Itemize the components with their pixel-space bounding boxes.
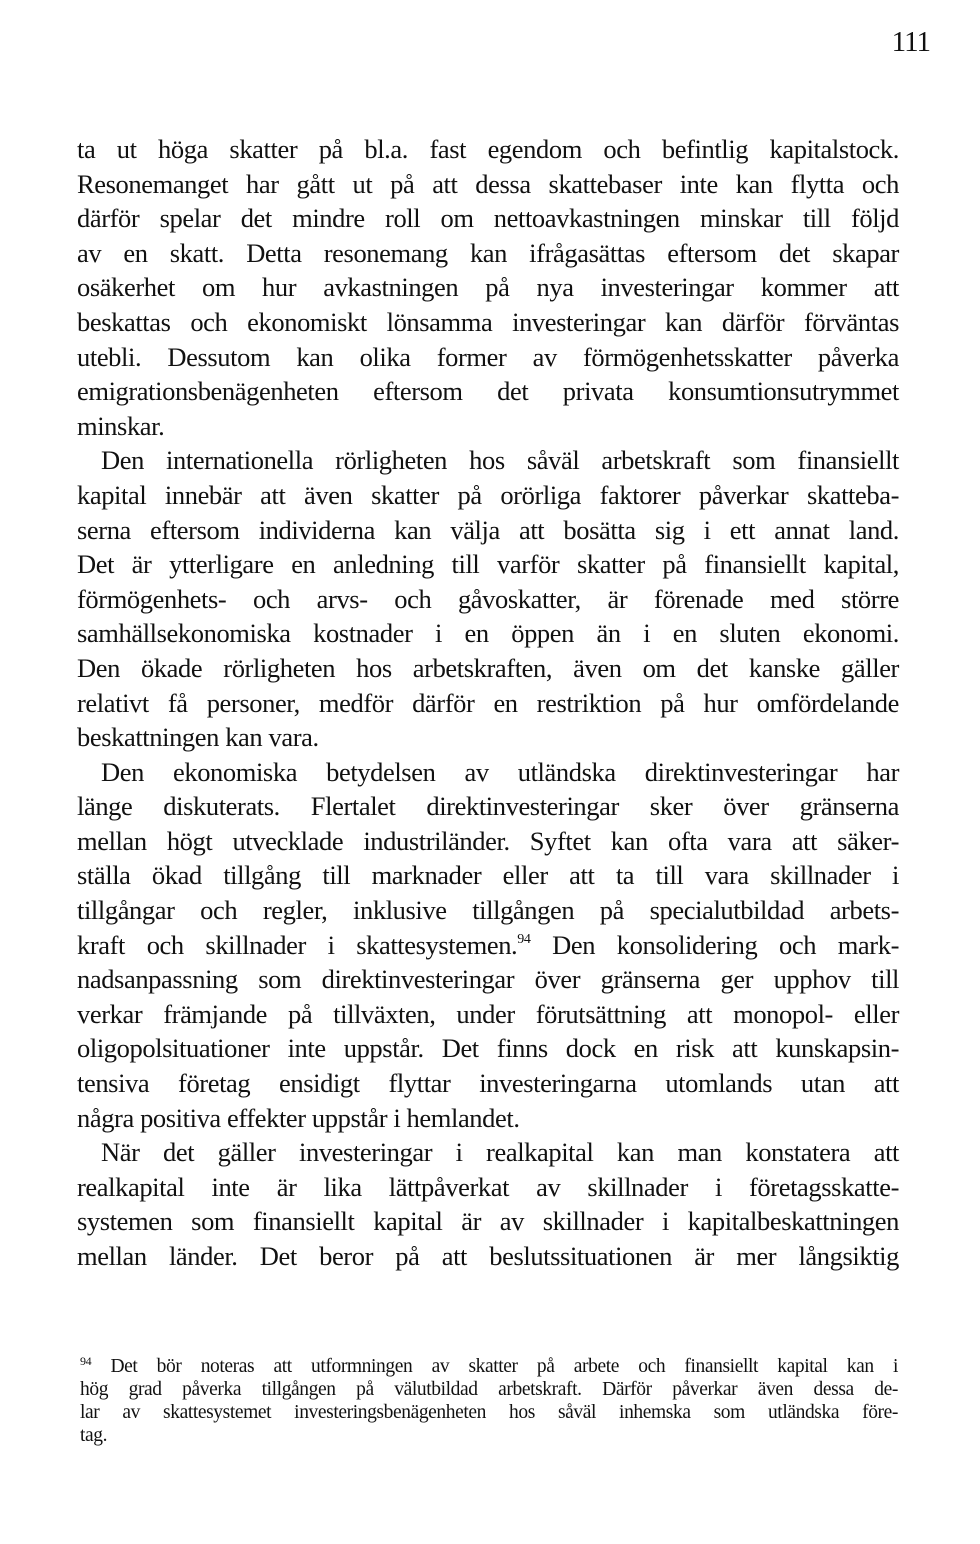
text-line: av en skatt. Detta resonemang kan ifrågasättas eftersom det skapar (77, 237, 899, 268)
footnote (80, 1355, 898, 1447)
text-line: systemen som finansiellt kapital är av skillnader i kapitalbeskattningen (77, 1206, 899, 1237)
text-segment: Den konsolidering och mark- (530, 929, 899, 960)
footnote-line (80, 1355, 898, 1378)
text-line: nadsanpassning som direktinvesteringar över gränserna ger upphov till (77, 964, 899, 995)
page-number: 111 (891, 26, 930, 58)
text-line: samhällsekonomiska kostnader i en öppen än i en sluten ekonomi. (77, 618, 899, 649)
text-line: beskattningen kan vara. (77, 722, 319, 753)
text-line: oligopolsituationer inte uppstår. Det finns dock en risk att kunskapsin- (77, 1033, 899, 1064)
paragraph (77, 132, 899, 443)
text-segment: kraft och skillnader i skattesystemen. (77, 929, 518, 960)
body-text (77, 132, 899, 1274)
text-line: mellan länder. Det beror på att beslutssituationen är mer långsiktig (77, 1241, 899, 1271)
text-line: verkar främjande på tillväxten, under förutsättning att monopol- eller (77, 998, 899, 1029)
text-line: När det gäller investeringar i realkapital kan man konstatera att (101, 1137, 899, 1168)
paragraph (77, 443, 899, 754)
text-line: Den ekonomiska betydelsen av utländska direktinvesteringar har (101, 756, 899, 787)
text-line: ta ut höga skatter på bl.a. fast egendom och befintlig kapitalstock. (77, 134, 899, 164)
text-line: tillgångar och regler, inklusive tillgången på specialutbildad arbets- (77, 895, 899, 926)
footnote-text: Det bör noteras att utformningen av skatter på arbete och finansiellt kapital kan i (91, 1356, 898, 1377)
text-line: Det är ytterligare en anledning till varför skatter på finansiellt kapital, (77, 549, 899, 580)
text-line: ställa ökad tillgång till marknader eller att ta till vara skillnader i (77, 860, 899, 891)
footnote-line: lar av skattesystemet investeringsbenägenheten hos såväl inhemska som utländska före- (80, 1402, 898, 1423)
text-line: mellan högt utvecklade industriländer. Syftet kan ofta vara att säker- (77, 825, 899, 856)
text-line: osäkerhet om hur avkastningen på nya investeringar kommer att (77, 272, 899, 303)
text-line: några positiva effekter uppstår i hemlandet. (77, 1102, 520, 1133)
text-line: tensiva företag ensidigt flyttar investeringarna utomlands utan att (77, 1068, 899, 1099)
footnote-line: tag. (80, 1425, 108, 1446)
text-line: emigrationsbenägenheten eftersom det privata konsumtionsutrymmet (77, 376, 899, 407)
text-line: realkapital inte är lika lättpåverkat av skillnader i företagsskatte- (77, 1171, 899, 1202)
text-line: kapital innebär att även skatter på orörliga faktorer påverkar skatteba- (77, 479, 899, 510)
text-line: länge diskuterats. Flertalet direktinvesteringar sker över gränserna (77, 791, 899, 822)
text-line: minskar. (77, 410, 165, 441)
paragraph (77, 755, 899, 1136)
text-line: Den ökade rörligheten hos arbetskraften, även om det kanske gäller (77, 652, 899, 683)
text-line: relativt få personer, medför därför en restriktion på hur omfördelande (77, 687, 899, 718)
footnote-line: hög grad påverka tillgången på välutbildad arbetskraft. Därför påverkar även dessa de- (80, 1379, 898, 1400)
text-line: utebli. Dessutom kan olika former av förmögenhetsskatter påverka (77, 341, 899, 372)
text-line-with-footnote (77, 928, 899, 963)
text-line: beskattas och ekonomiskt lönsamma investeringar kan därför förväntas (77, 306, 899, 337)
text-line: Den internationella rörligheten hos såväl arbetskraft som finansiellt (101, 445, 899, 476)
text-line: Resonemanget har gått ut på att dessa skattebaser inte kan flytta och (77, 168, 899, 199)
footnote-reference[interactable]: 94 (517, 931, 531, 947)
footnote-number: 94 (80, 1354, 92, 1368)
paragraph (77, 1135, 899, 1273)
text-line: förmögenhets- och arvs- och gåvoskatter, är förenade med större (77, 583, 899, 614)
text-line: serna eftersom individerna kan välja att bosätta sig i ett annat land. (77, 514, 899, 545)
text-line: därför spelar det mindre roll om nettoavkastningen minskar till följd (77, 203, 899, 234)
